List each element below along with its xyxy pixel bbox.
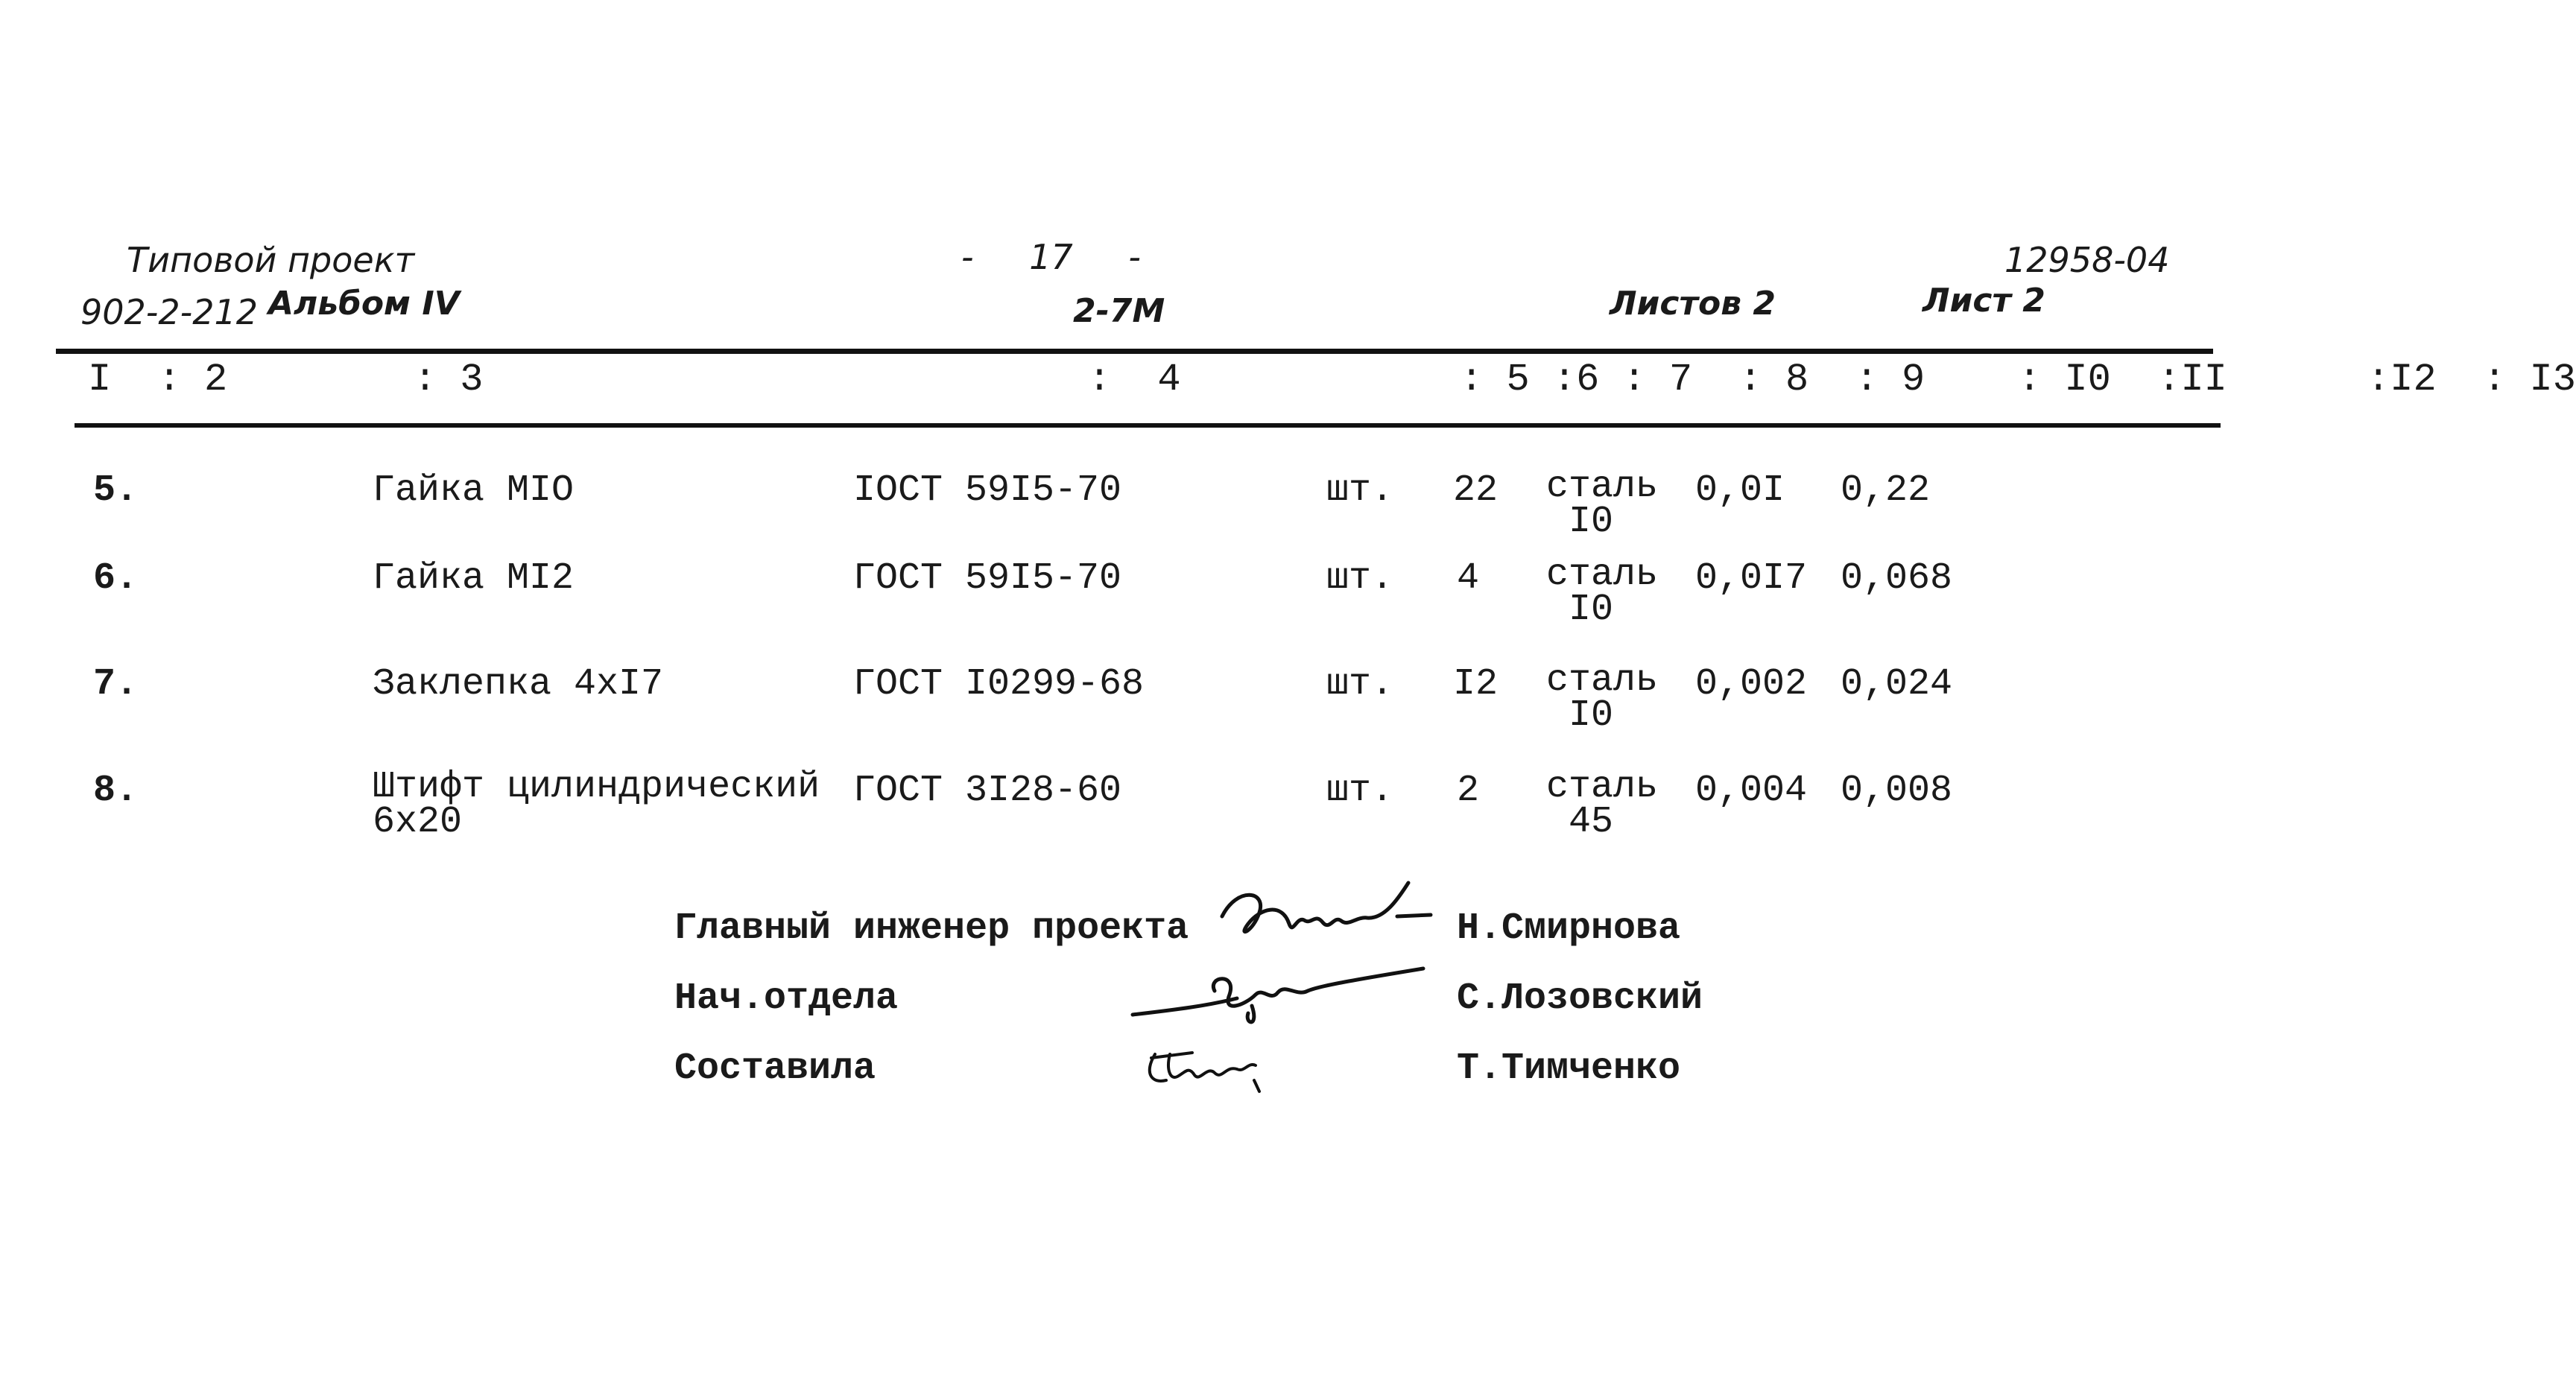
item-unit: шт. bbox=[1326, 469, 1394, 512]
row-number: 5. bbox=[93, 469, 139, 512]
signature-role: Составила bbox=[674, 1047, 876, 1090]
signatory-name: Н.Смирнова bbox=[1457, 907, 1681, 950]
signature-image bbox=[1207, 872, 1438, 954]
document-type-label: Типовой проект bbox=[127, 240, 415, 280]
item-unit: шт. bbox=[1326, 557, 1394, 600]
signature-image bbox=[1118, 961, 1431, 1028]
album-label: Альбом IV bbox=[268, 285, 460, 323]
item-total-mass: 0,008 bbox=[1841, 770, 1953, 812]
item-total-mass: 0,024 bbox=[1841, 663, 1953, 706]
column-number-header: I : 2 : 3 : 4 : 5 :6 : 7 : 8 : 9 : I0 :II :I2 : I3 bbox=[88, 358, 2576, 402]
item-unit-mass: 0,004 bbox=[1695, 770, 1808, 812]
item-unit-mass: 0,002 bbox=[1695, 663, 1808, 706]
signature-role: Нач.отдела bbox=[674, 977, 899, 1020]
row-number: 8. bbox=[93, 770, 139, 812]
item-total-mass: 0,068 bbox=[1841, 557, 1953, 600]
item-standard: ГОСТ 59I5-70 bbox=[853, 557, 1122, 600]
item-unit: шт. bbox=[1326, 770, 1394, 812]
item-unit-mass: 0,0I7 bbox=[1695, 557, 1808, 600]
item-quantity: 22 bbox=[1453, 469, 1499, 512]
item-quantity: I2 bbox=[1453, 663, 1499, 706]
item-standard: ГОСТ 3I28-60 bbox=[853, 770, 1122, 812]
item-standard: ГОСТ I0299-68 bbox=[853, 663, 1145, 706]
project-number: 902-2-212 bbox=[80, 292, 259, 332]
item-unit-mass: 0,0I bbox=[1695, 469, 1785, 512]
item-standard: IОСТ 59I5-70 bbox=[853, 469, 1122, 512]
signatory-name: С.Лозовский bbox=[1457, 977, 1703, 1020]
item-name: Заклепка 4хI7 bbox=[373, 663, 664, 706]
signatory-name: Т.Тимченко bbox=[1457, 1047, 1681, 1090]
item-name: Гайка МIО bbox=[373, 469, 575, 512]
item-unit: шт. bbox=[1326, 663, 1394, 706]
item-material: сталь I0 bbox=[1546, 554, 1659, 631]
sheets-total: Листов 2 bbox=[1610, 285, 1776, 323]
item-name: Гайка МI2 bbox=[373, 557, 575, 600]
item-name: Штифт цилиндрический 6х20 bbox=[373, 766, 820, 843]
item-material: сталь I0 bbox=[1546, 466, 1659, 543]
row-number: 7. bbox=[93, 663, 139, 706]
item-quantity: 4 bbox=[1457, 557, 1480, 600]
sheet-code: 2-7М bbox=[1073, 292, 1165, 330]
header-bottom-rule bbox=[75, 423, 2221, 428]
document-code: 12958-04 bbox=[2004, 240, 2170, 280]
item-material: сталь I0 bbox=[1546, 659, 1659, 737]
signature-image bbox=[1136, 1039, 1285, 1099]
sheet-number: Лист 2 bbox=[1922, 282, 2045, 320]
item-quantity: 2 bbox=[1457, 770, 1480, 812]
page-number: - 17 - bbox=[961, 237, 1141, 277]
row-number: 6. bbox=[93, 557, 139, 600]
header-top-rule bbox=[56, 349, 2213, 354]
signature-role: Главный инженер проекта bbox=[674, 907, 1189, 950]
item-material: сталь 45 bbox=[1546, 766, 1659, 843]
item-total-mass: 0,22 bbox=[1841, 469, 1931, 512]
